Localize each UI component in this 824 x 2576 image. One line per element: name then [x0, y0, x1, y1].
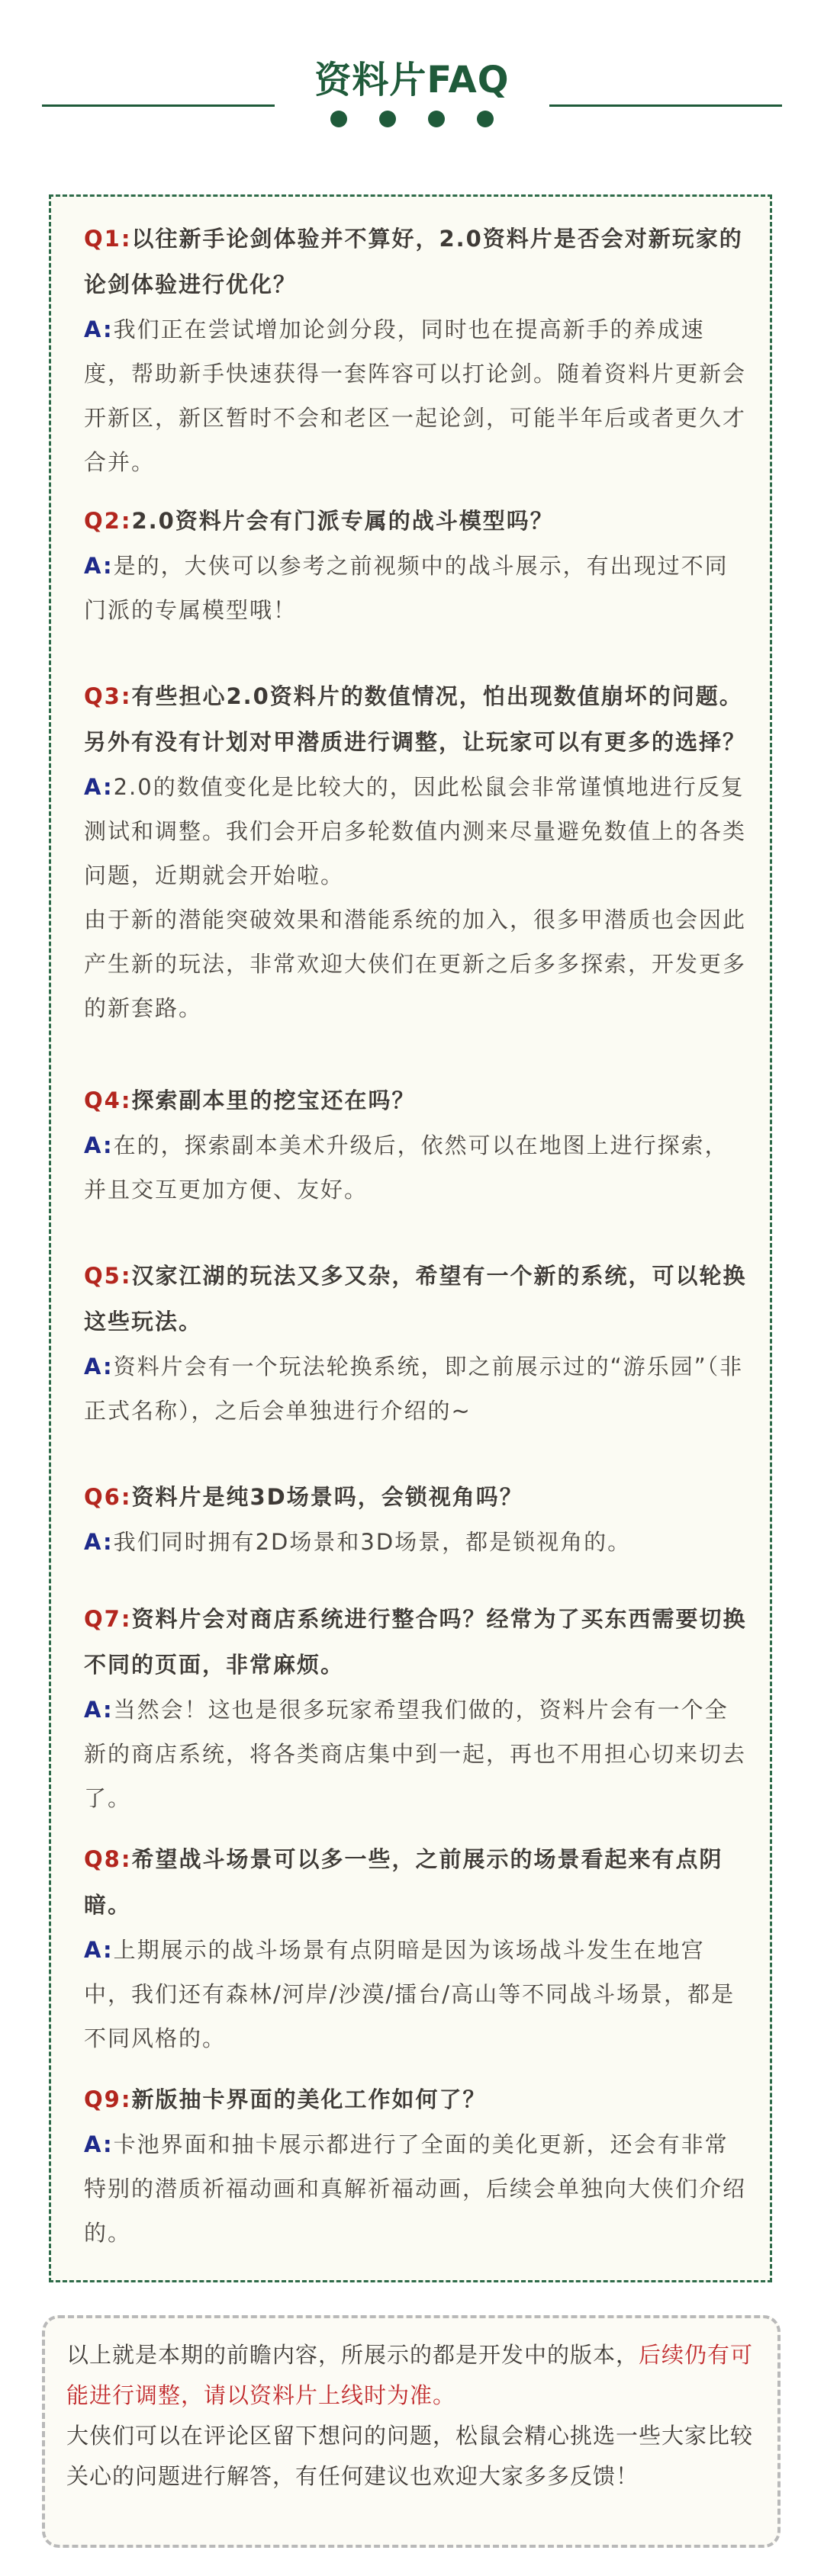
- faq-question: [84, 1836, 748, 1928]
- faq-question: [84, 673, 748, 765]
- question-tag: Q6:: [84, 1484, 132, 1510]
- decorative-dot: [428, 111, 445, 127]
- answer-text: 我们同时拥有2D场景和3D场景，都是锁视角的。: [113, 1529, 632, 1555]
- answer-tag: A:: [84, 553, 114, 579]
- answer-text: 2.0的数值变化是比较大的，因此松鼠会非常谨慎地进行反复测试和调整。我们会开启多轮数值内测来尽量避免数值上的各类问题，近期就会开始啦。: [84, 774, 747, 888]
- answer-text: 我们正在尝试增加论剑分段，同时也在提高新手的养成速度，帮助新手快速获得一套阵容可以打论剑。随着资料片更新会开新区，新区暂时不会和老区一起论剑，可能半年后或者更久才合并。: [84, 316, 747, 475]
- answer-text: 上期展示的战斗场景有点阴暗是因为该场战斗发生在地宫中，我们还有森林/河岸/沙漠/擂台/高山等不同战斗场景，都是不同风格的。: [84, 1937, 735, 2051]
- question-text: 资料片会对商店系统进行整合吗？经常为了买东西需要切换不同的页面，非常麻烦。: [84, 1606, 747, 1678]
- faq-item-8: [84, 1836, 748, 2060]
- answer-text: 资料片会有一个玩法轮换系统，即之前展示过的“游乐园”（非正式名称），之后会单独进行介绍的~: [84, 1354, 744, 1424]
- faq-question: [84, 1596, 748, 1688]
- note-paragraph-1: [66, 2335, 756, 2416]
- question-text: 探索副本里的挖宝还在吗？: [131, 1087, 416, 1113]
- question-tag: Q2:: [84, 508, 132, 534]
- decorative-dot: [330, 111, 347, 127]
- faq-answer: [84, 307, 748, 484]
- faq-item-3: [84, 673, 748, 1030]
- faq-answer-continued: 由于新的潜能突破效果和潜能系统的加入，很多甲潜质也会因此产生新的玩法，非常欢迎大侠们在更新之后多多探索，开发更多的新套路。: [84, 907, 747, 1021]
- faq-item-6: [84, 1474, 748, 1564]
- question-tag: Q3:: [84, 683, 132, 709]
- answer-text: 当然会！这也是很多玩家希望我们做的，资料片会有一个全新的商店系统，将各类商店集中到一起，再也不用担心切来切去了。: [84, 1697, 747, 1811]
- faq-answer: [84, 544, 748, 632]
- faq-question: [84, 2077, 748, 2122]
- decorative-dot: [379, 111, 396, 127]
- decorative-dot: [477, 111, 494, 127]
- faq-item-9: [84, 2077, 748, 2255]
- question-text: 希望战斗场景可以多一些，之前展示的场景看起来有点阴暗。: [84, 1846, 723, 1918]
- note-text: 以上就是本期的前瞻内容，所展示的都是开发中的版本，: [66, 2342, 639, 2368]
- faq-answer: [84, 2122, 748, 2255]
- faq-item-5: [84, 1253, 748, 1433]
- answer-tag: A:: [84, 1354, 114, 1380]
- answer-tag: A:: [84, 2131, 114, 2157]
- question-tag: Q4:: [84, 1087, 132, 1113]
- faq-item-7: [84, 1596, 748, 1820]
- question-text: 有些担心2.0资料片的数值情况，怕出现数值崩坏的问题。另外有没有计划对甲潜质进行调整，让玩家可以有更多的选择？: [84, 683, 747, 755]
- question-tag: Q5:: [84, 1263, 132, 1289]
- page-header: [0, 0, 824, 145]
- faq-item-2: [84, 498, 748, 632]
- header-divider-left: [42, 104, 275, 107]
- faq-answer: [84, 765, 748, 898]
- answer-tag: A:: [84, 316, 114, 342]
- page-title: 资料片FAQ: [314, 59, 510, 101]
- answer-tag: A:: [84, 1529, 114, 1555]
- header-dots: [0, 111, 824, 127]
- question-tag: Q1:: [84, 226, 132, 252]
- answer-tag: A:: [84, 1132, 114, 1158]
- question-text: 资料片是纯3D场景吗，会锁视角吗？: [131, 1484, 523, 1510]
- faq-question: [84, 216, 748, 307]
- faq-answer: [84, 1344, 748, 1433]
- faq-question: [84, 1078, 748, 1123]
- faq-item-1: [84, 216, 748, 484]
- closing-note: [42, 2315, 781, 2548]
- faq-question: [84, 498, 748, 544]
- answer-text: 卡池界面和抽卡展示都进行了全面的美化更新，还会有非常特别的潜质祈福动画和真解祈福动画，后续会单独向大侠们介绍的。: [84, 2131, 747, 2246]
- question-text: 以往新手论剑体验并不算好，2.0资料片是否会对新玩家的论剑体验进行优化？: [84, 226, 743, 297]
- faq-answer: [84, 1688, 748, 1820]
- faq-question: [84, 1474, 748, 1520]
- answer-tag: A:: [84, 1937, 114, 1963]
- faq-box: [49, 194, 772, 2282]
- faq-answer: [84, 1520, 748, 1564]
- faq-item-4: [84, 1078, 748, 1212]
- question-tag: Q9:: [84, 2086, 132, 2112]
- question-tag: Q8:: [84, 1846, 132, 1872]
- question-text: 2.0资料片会有门派专属的战斗模型吗？: [131, 508, 554, 534]
- question-text: 新版抽卡界面的美化工作如何了？: [131, 2086, 487, 2112]
- faq-answer: [84, 1123, 748, 1212]
- header-divider-right: [549, 104, 782, 107]
- answer-tag: A:: [84, 1697, 114, 1723]
- answer-text: 在的，探索副本美术升级后，依然可以在地图上进行探索，并且交互更加方便、友好。: [84, 1132, 729, 1203]
- question-text: 汉家江湖的玩法又多又杂，希望有一个新的系统，可以轮换这些玩法。: [84, 1263, 747, 1335]
- faq-question: [84, 1253, 748, 1344]
- note-paragraph-2: 大侠们可以在评论区留下想问的问题，松鼠会精心挑选一些大家比较关心的问题进行解答，有任何建议也欢迎大家多多反馈！: [66, 2423, 754, 2489]
- question-tag: Q7:: [84, 1606, 132, 1632]
- faq-answer: [84, 1928, 748, 2060]
- note-highlight: 后续仍有可能进行调整，请以资料片上线时为准。: [66, 2342, 754, 2408]
- answer-tag: A:: [84, 774, 114, 800]
- answer-text: 是的，大侠可以参考之前视频中的战斗展示，有出现过不同门派的专属模型哦！: [84, 553, 729, 623]
